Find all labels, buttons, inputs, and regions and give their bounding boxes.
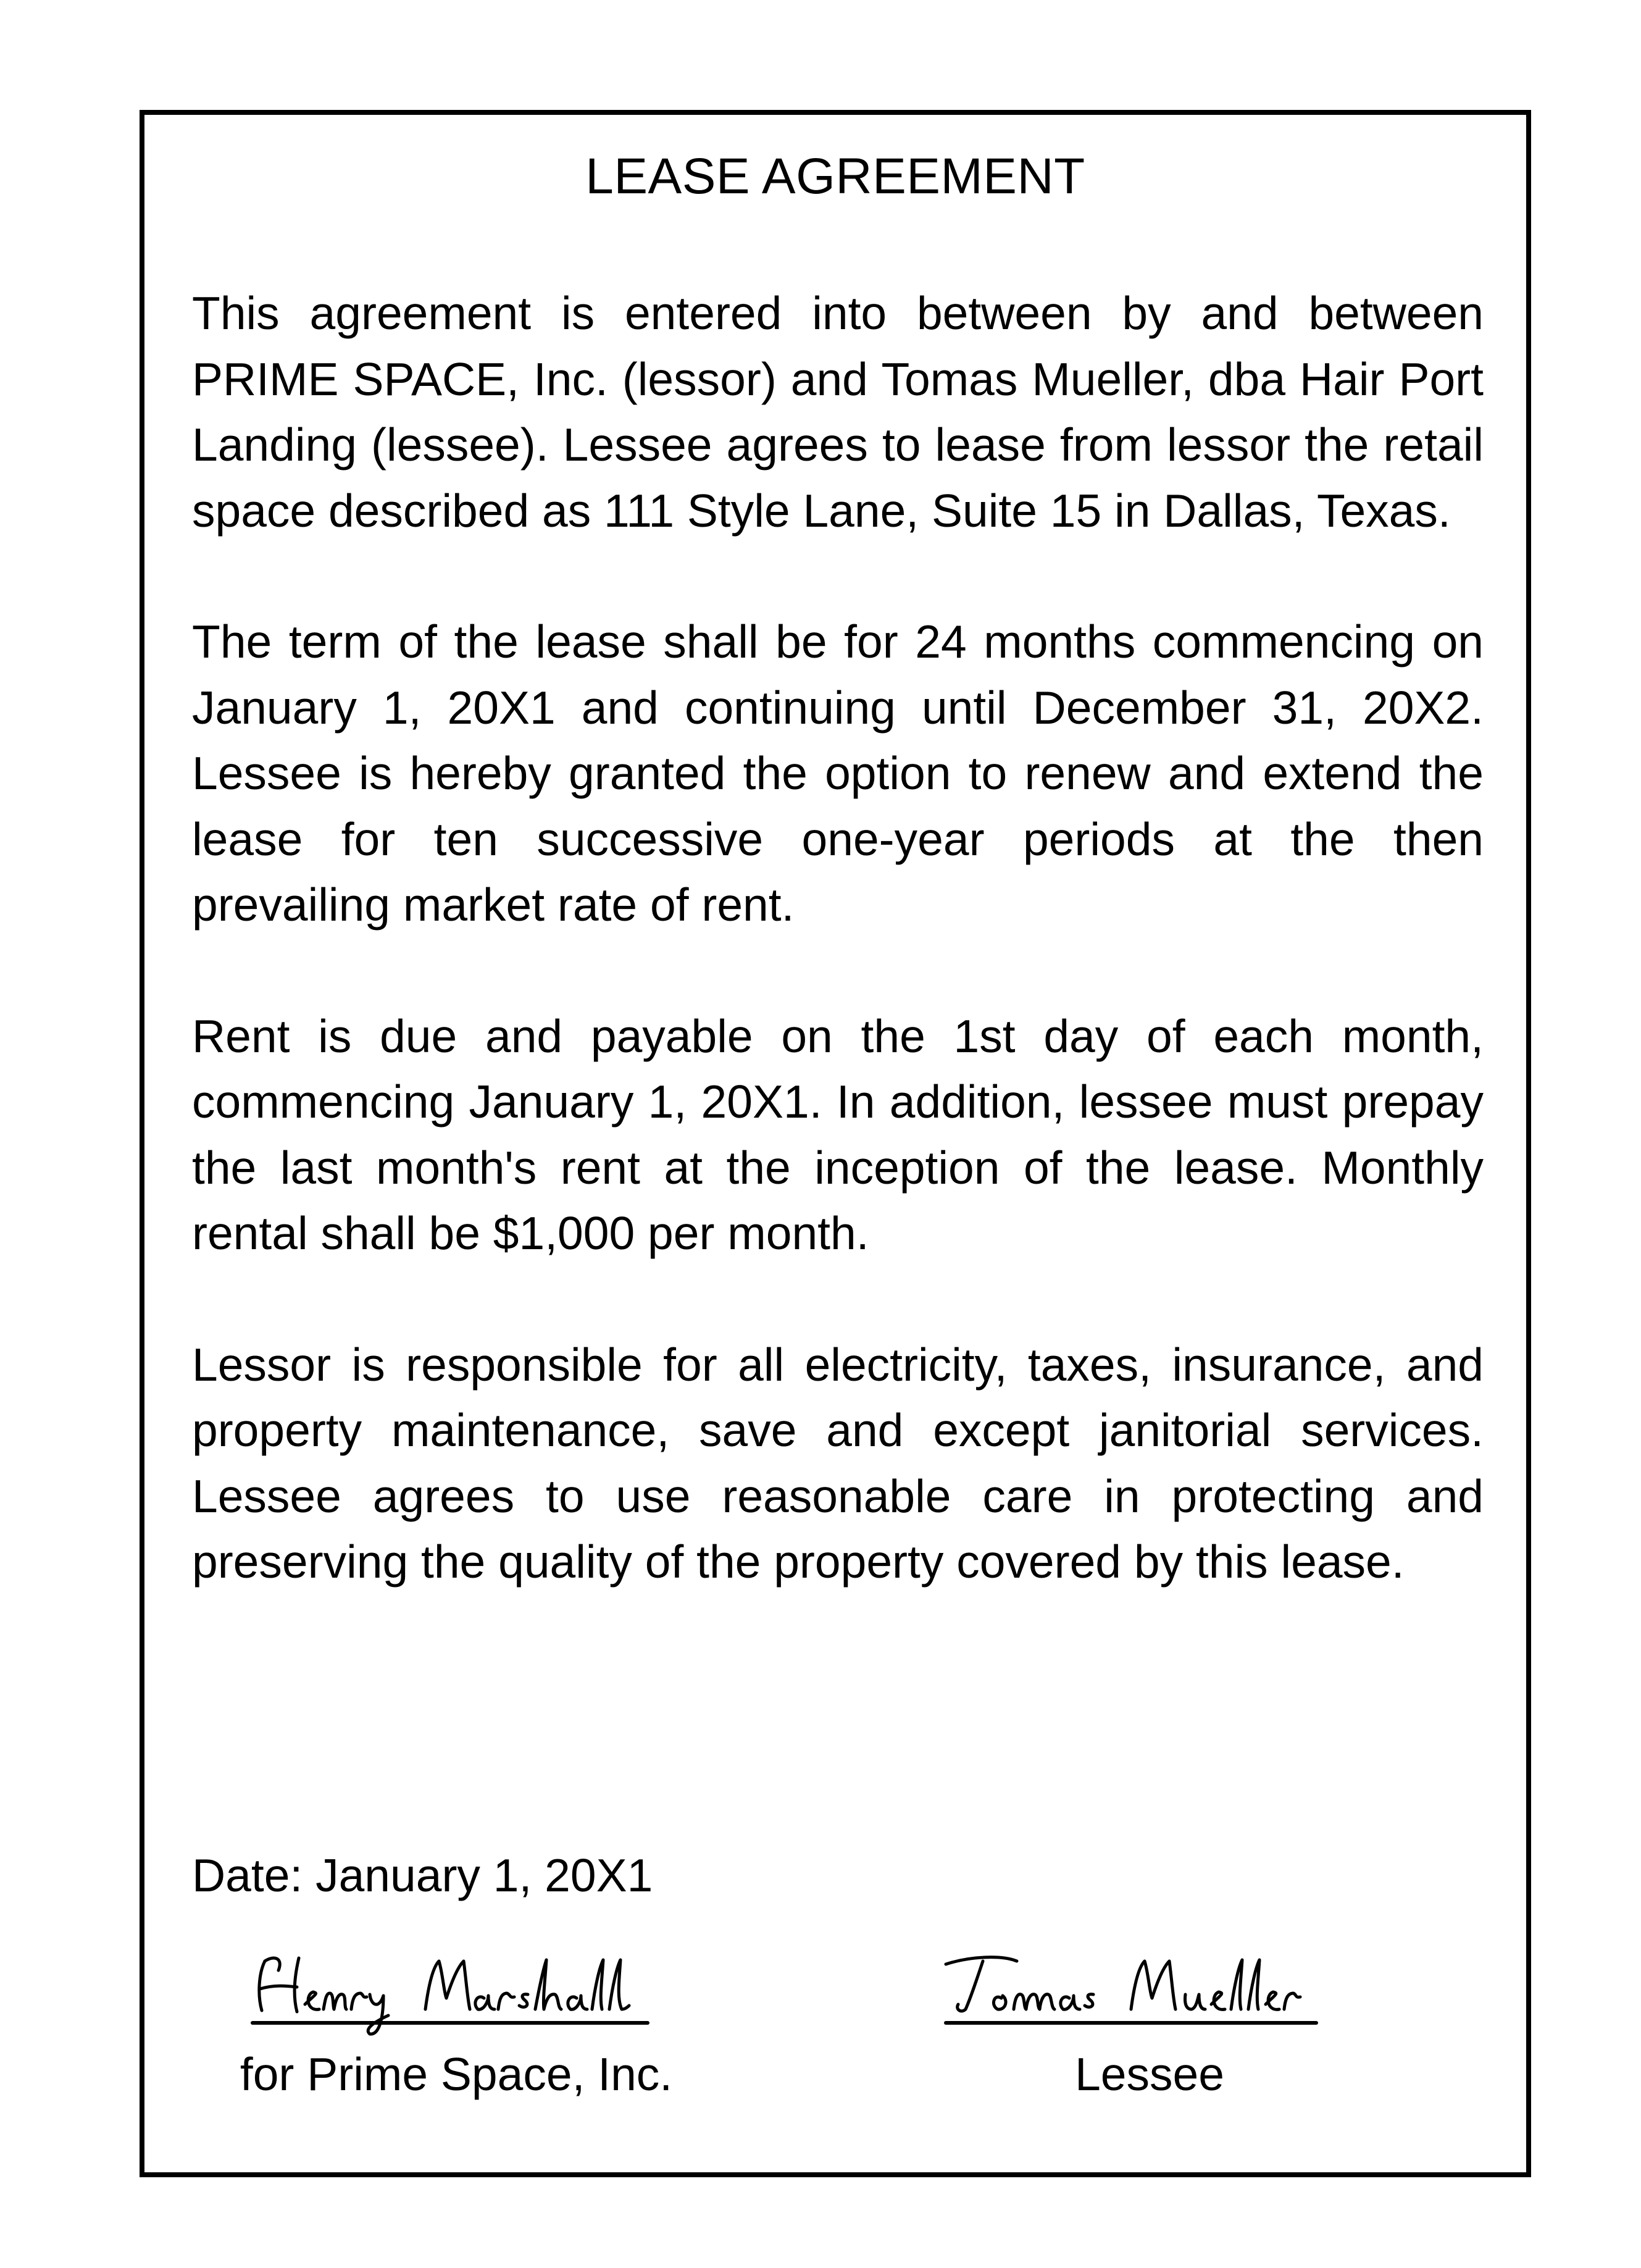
paragraph-rent: Rent is due and payable on the 1st day of each month, commencing January 1, 20X1. In addition, lessee must prepay the last month's rent at the inception of the lease. Monthly rental shall be $1,000 per month. [192, 1010, 1484, 1259]
lessor-signature [240, 1936, 672, 2041]
lessee-signature-block [872, 1936, 1427, 2107]
lessor-signature-block [178, 1936, 734, 2107]
paragraph-term: The term of the lease shall be for 24 months commencing on January 1, 20X1 and continuing until December 31, 20X2. Lessee is hereby granted the option to renew and extend the lease for ten successive one-year periods at the then prevailing market rate of rent. [192, 616, 1484, 931]
document-body [192, 280, 1484, 1660]
lessee-signature [933, 1936, 1366, 2041]
date-line: Date: January 1, 20X1 [192, 1849, 653, 1901]
paragraph-responsibilities: Lessor is responsible for all electricity, taxes, insurance, and property maintenance, save and except janitorial services. Lessee agrees to use reasonable care in protecting and preserving the quality of the property covered by this lease. [192, 1338, 1484, 1588]
lessor-caption: for Prime Space, Inc. [240, 2048, 673, 2100]
lease-document [140, 110, 1531, 2177]
document-title: LEASE AGREEMENT [585, 148, 1085, 204]
paragraph-parties: This agreement is entered into between by and between PRIME SPACE, Inc. (lessor) and Tomas Mueller, dba Hair Port Landing (lessee). Lessee agrees to lease from lessor the retail space described as 111 Style Lane, Suite 15 in Dallas, Texas. [192, 287, 1484, 537]
lessee-caption: Lessee [1075, 2048, 1224, 2100]
